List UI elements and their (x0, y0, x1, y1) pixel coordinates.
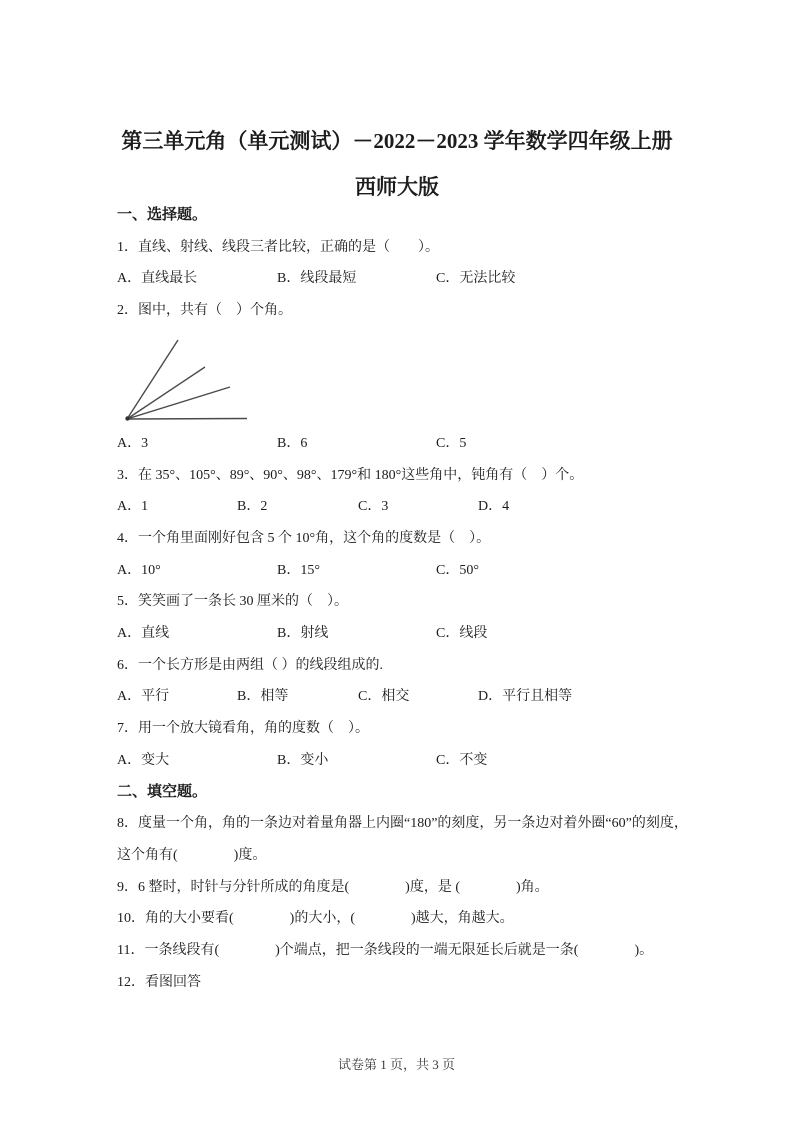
exam-body (117, 200, 688, 998)
option-label: D．平行且相等 (478, 689, 573, 705)
option-label: B．射线 (277, 626, 329, 642)
option-label: C．不变 (436, 752, 488, 768)
question-text: 10．角的大小要看( )的大小，( )越大，角越大。 (117, 911, 514, 927)
option-label: B．变小 (277, 752, 329, 768)
question-text: 5．笑笑画了一条长 30 厘米的（ ）。 (117, 594, 348, 610)
exam-title: 第三单元角（单元测试）－2022－2023 学年数学四年级上册 (121, 129, 673, 153)
option-label: A．1 (117, 499, 149, 515)
option-label: D．4 (478, 499, 510, 515)
option-row (117, 555, 679, 587)
question-text: 4．一个角里面刚好包含 5 个 10°角，这个角的度数是（ ）。 (117, 530, 491, 546)
question-text: 12．看图回答 (117, 974, 201, 990)
option-label: B．2 (237, 499, 268, 515)
question-text: 8．度量一个角，角的一条边对着量角器上内圈“180”的刻度，另一条边对着外圈“60”的刻度， (117, 816, 688, 832)
exam-subtitle: 西师大版 (355, 175, 439, 199)
vertex-dot (125, 416, 129, 420)
page-footer: 试卷第 1 页，共 3 页 (337, 1057, 455, 1072)
exam-title-block (110, 118, 684, 210)
option-label: B．相等 (237, 689, 289, 705)
option-label: C．5 (436, 435, 467, 451)
option-row (117, 263, 679, 295)
option-label: C．线段 (436, 626, 488, 642)
question-text: 7．用一个放大镜看角，角的度数（ ）。 (117, 721, 369, 737)
question-text: 11．一条线段有( )个端点，把一条线段的一端无限延长后就是一条( )。 (117, 943, 654, 959)
option-label: B．15° (277, 562, 320, 578)
question-text: 2．图中，共有（ ）个角。 (117, 303, 292, 319)
section-heading-fill: 二、填空题。 (117, 783, 208, 800)
option-label: C．3 (358, 499, 389, 515)
question-text: 6．一个长方形是由两组（ ）的线段组成的. (117, 657, 383, 673)
option-label: C．相交 (358, 689, 410, 705)
option-label: A．3 (117, 435, 149, 451)
option-label: A．直线最长 (117, 271, 198, 287)
question-text: 9．6 整时，时针与分针所成的角度是( )度，是 ( )角。 (117, 879, 549, 895)
option-label: A．变大 (117, 752, 170, 768)
option-label: B．6 (277, 435, 308, 451)
option-label: A．10° (117, 562, 161, 578)
angle-rays-figure (117, 327, 267, 428)
option-label: A．直线 (117, 626, 170, 642)
option-row (117, 745, 679, 777)
section-heading-choice: 一、选择题。 (117, 207, 208, 223)
option-label: C．无法比较 (436, 271, 516, 287)
question-text: 1．直线、射线、线段三者比较，正确的是（ ）。 (117, 239, 439, 255)
option-row (117, 491, 679, 523)
option-label: C．50° (436, 562, 479, 578)
question-text-continued: 这个角有( )度。 (117, 847, 267, 863)
option-row (117, 681, 679, 713)
question-text: 3．在 35°、105°、89°、90°、98°、179°和 180°这些角中，钝角有（ ）个。 (117, 467, 584, 483)
angle-figure (117, 327, 679, 428)
option-row (117, 428, 679, 460)
option-row (117, 618, 679, 650)
option-label: B．线段最短 (277, 271, 357, 287)
option-label: A．平行 (117, 689, 170, 705)
